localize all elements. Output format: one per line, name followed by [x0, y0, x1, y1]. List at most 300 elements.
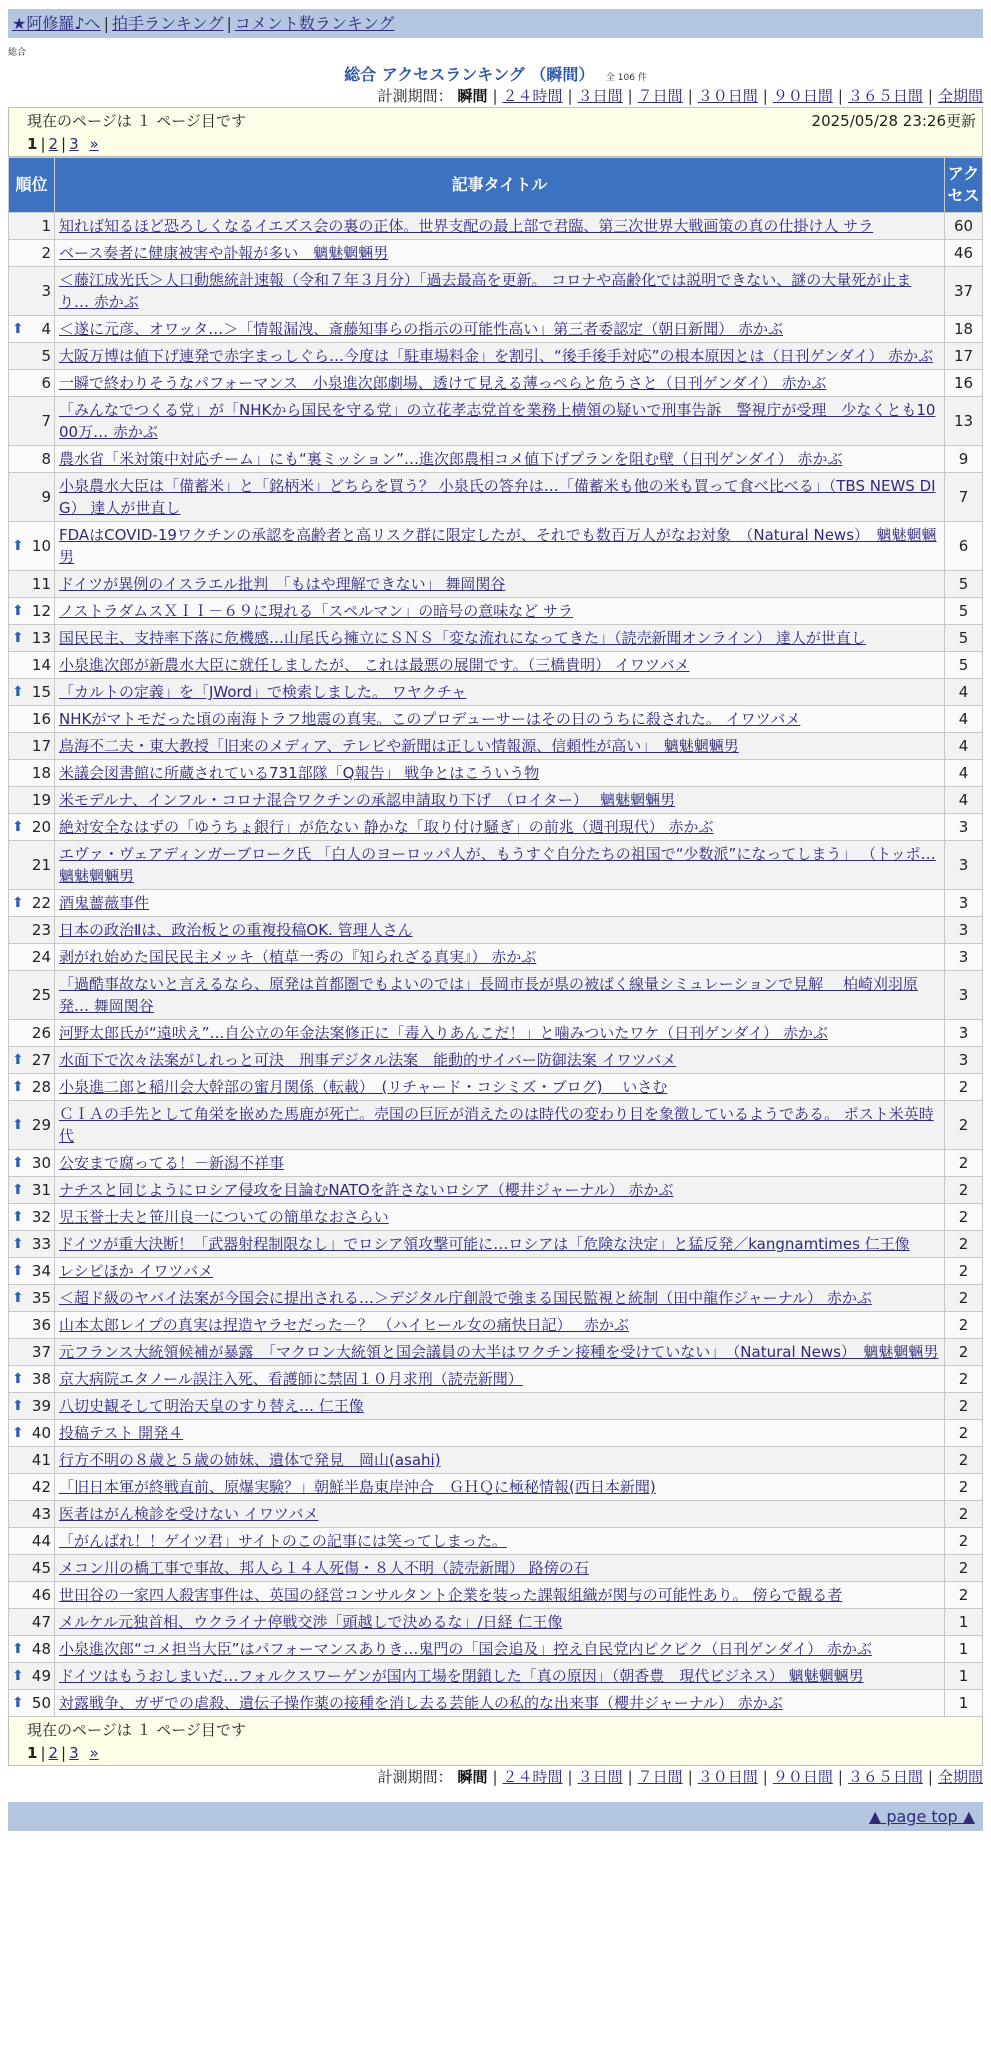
title-cell	[55, 1258, 945, 1285]
rank-cell	[9, 316, 55, 343]
rank-cell	[9, 814, 55, 841]
rank-number: 47	[31, 1613, 51, 1631]
up-arrow-icon: ⬆	[12, 1263, 24, 1279]
article-link[interactable]: 農水省「米対策中対応チーム」にも“裏ミッション”…進次郎農相コメ値下げプランを阻む壁（日刊ゲンダイ） 赤かぶ	[59, 450, 843, 468]
rank-cell	[9, 1150, 55, 1177]
article-link[interactable]: NHKがマトモだった頃の南海トラフ地震の真実。このプロデューサーはその日のうちに殺された。 イワツバメ	[59, 710, 801, 728]
access-count: 13	[945, 397, 983, 446]
rank-number: 4	[41, 320, 51, 338]
title-cell	[55, 1447, 945, 1474]
period-3d[interactable]: ３日間	[577, 87, 623, 105]
rank-cell	[9, 240, 55, 267]
access-count: 18	[945, 316, 983, 343]
title-cell	[55, 944, 945, 971]
rank-number: 33	[31, 1235, 51, 1253]
article-link[interactable]: ドイツが重大決断！「武器射程制限なし」でロシア領攻撃可能に…ロシアは「危険な決定」と猛反発／kangnamtimes 仁王像	[59, 1235, 910, 1253]
period-all[interactable]: 全期間	[937, 87, 983, 105]
rank-cell	[9, 598, 55, 625]
article-link[interactable]: メコン川の橋工事で事故、邦人ら１４人死傷・８人不明（読売新聞） 路傍の石	[59, 1559, 589, 1577]
rank-number: 24	[31, 948, 51, 966]
up-arrow-icon: ⬆	[12, 538, 24, 554]
period-7d[interactable]: ７日間	[637, 87, 683, 105]
rank-cell	[9, 1447, 55, 1474]
rank-cell	[9, 1074, 55, 1101]
article-link[interactable]: 米モデルナ、インフル・コロナ混合ワクチンの承認申請取り下げ （ロイター） 魑魅魍魎男	[59, 791, 676, 809]
rank-number: 45	[31, 1559, 51, 1577]
table-row	[9, 1177, 983, 1204]
rank-cell	[9, 1636, 55, 1663]
article-link[interactable]: 鳥海不二夫・東大教授「旧来のメディア、テレビや新聞は正しい情報源、信頼性が高い」 魑魅魍魎男	[59, 737, 739, 755]
title-cell	[55, 841, 945, 890]
article-link[interactable]: 「カルトの定義」を「JWord」で検索しました。 ワヤクチャ	[59, 683, 467, 701]
article-link[interactable]: 国民民主、支持率下落に危機感…山尾氏ら擁立にＳＮＳ「変な流れになってきた」（読売新聞オンライン） 達人が世直し	[59, 629, 866, 647]
article-link[interactable]: 水面下で次々法案がしれっと可決 刑事デジタル法案 能動的サイバー防御法案 イワツバメ	[59, 1051, 677, 1069]
rank-number: 32	[31, 1208, 51, 1226]
rank-cell	[9, 473, 55, 522]
rank-cell	[9, 1020, 55, 1047]
nav-link-ashura[interactable]: ★阿修羅♪へ	[12, 14, 101, 33]
rank-cell	[9, 1690, 55, 1717]
article-link[interactable]: 「旧日本軍が終戦直前、原爆実験？」朝鮮半島東岸沖合 ＧＨＱに極秘情報(西日本新聞)	[59, 1478, 656, 1496]
page-title: 総合 アクセスランキング （瞬間）	[344, 65, 595, 84]
up-arrow-icon: ⬆	[12, 684, 24, 700]
table-row	[9, 1636, 983, 1663]
table-row	[9, 267, 983, 316]
title-cell	[55, 1312, 945, 1339]
table-row	[9, 316, 983, 343]
title-cell	[55, 1020, 945, 1047]
access-count: 2	[945, 1555, 983, 1582]
pagination-bottom: 現在のページは １ ページ目です 1 | 2 | 3 »	[8, 1717, 983, 1766]
title-cell	[55, 1555, 945, 1582]
title-cell	[55, 890, 945, 917]
page-current-bottom: 1	[27, 1744, 38, 1762]
rank-number: 38	[31, 1370, 51, 1388]
article-link[interactable]: ナチスと同じようにロシア侵攻を目論むNATOを許さないロシア（櫻井ジャーナル） 赤かぶ	[59, 1181, 674, 1199]
title-cell	[55, 787, 945, 814]
table-row	[9, 1582, 983, 1609]
article-link[interactable]: 医者はがん検診を受けない イワツバメ	[59, 1505, 319, 1523]
period-24h-bottom[interactable]: ２４時間	[502, 1768, 563, 1786]
title-cell	[55, 1393, 945, 1420]
title-cell	[55, 1231, 945, 1258]
rank-cell	[9, 1047, 55, 1074]
rank-number: 5	[41, 347, 51, 365]
rank-number: 28	[31, 1078, 51, 1096]
table-row	[9, 571, 983, 598]
rank-number: 43	[31, 1505, 51, 1523]
period-current-bottom: 瞬間	[457, 1768, 488, 1786]
period-365d[interactable]: ３６５日間	[847, 87, 923, 105]
nav-separator: |	[103, 14, 109, 33]
table-row	[9, 397, 983, 446]
up-arrow-icon: ⬆	[12, 1209, 24, 1225]
access-count: 2	[945, 1339, 983, 1366]
access-count: 2	[945, 1204, 983, 1231]
rank-cell	[9, 1366, 55, 1393]
table-row	[9, 1555, 983, 1582]
access-count: 4	[945, 733, 983, 760]
title-cell	[55, 917, 945, 944]
footer-bar	[8, 1802, 983, 1831]
access-count: 2	[945, 1074, 983, 1101]
page-top-link[interactable]: ▲ page top ▲	[868, 1807, 975, 1826]
rank-cell	[9, 1393, 55, 1420]
rank-number: 29	[31, 1116, 51, 1134]
up-arrow-icon: ⬆	[12, 1371, 24, 1387]
table-row	[9, 1258, 983, 1285]
article-link[interactable]: ＜超ド級のヤバイ法案が今国会に提出される…＞デジタル庁創設で強まる国民監視と統制（田中龍作ジャーナル） 赤かぶ	[59, 1289, 872, 1307]
rank-number: 34	[31, 1262, 51, 1280]
table-row	[9, 1501, 983, 1528]
title-cell	[55, 971, 945, 1020]
article-link[interactable]: 酒鬼薔薇事件	[59, 894, 150, 912]
title-cell	[55, 571, 945, 598]
table-row	[9, 971, 983, 1020]
rank-cell	[9, 944, 55, 971]
title-cell	[55, 1528, 945, 1555]
access-count: 3	[945, 890, 983, 917]
rank-cell	[9, 1474, 55, 1501]
rank-number: 48	[31, 1640, 51, 1658]
title-cell	[55, 1366, 945, 1393]
table-row	[9, 787, 983, 814]
page-link-next-bottom[interactable]: »	[89, 1744, 99, 1762]
access-count: 5	[945, 625, 983, 652]
article-link[interactable]: 元フランス大統領候補が暴露 「マクロン大統領と国会議員の大半はワクチン接種を受けていない」 （Natural News） 魑魅魍魎男	[59, 1343, 939, 1361]
article-link[interactable]: 投稿テスト 開発４	[59, 1424, 184, 1442]
rank-number: 16	[31, 710, 51, 728]
period-30d[interactable]: ３０日間	[697, 87, 758, 105]
up-arrow-icon: ⬆	[12, 819, 24, 835]
table-row	[9, 446, 983, 473]
page-link-2[interactable]: 2	[48, 135, 59, 153]
table-row	[9, 1020, 983, 1047]
rank-number: 15	[31, 683, 51, 701]
article-link[interactable]: 小泉進二郎と稲川会大幹部の蜜月関係（転載） (リチャード・コシミズ・ブログ) いさむ	[59, 1078, 668, 1096]
rank-number: 42	[31, 1478, 51, 1496]
rank-number: 7	[41, 412, 51, 430]
access-count: 7	[945, 473, 983, 522]
article-link[interactable]: 河野太郎氏が“遠吠え”…自公立の年金法案修正に「毒入りあんこだ！」と噛みついたワケ（日刊ゲンダイ） 赤かぶ	[59, 1024, 828, 1042]
period-selector-bottom: 計測期間： 瞬間 | ２４時間 | ３日間 | ７日間 | ３０日間 | ９０日間 | ３６５日間 | 全期間	[377, 1768, 983, 1786]
article-link[interactable]: ＜藤江成光氏＞人口動態統計速報（令和７年３月分）「過去最高を更新。 コロナや高齢化では説明できない、謎の大量死が止まり… 赤かぶ	[59, 271, 912, 311]
updated-time: 2025/05/28 23:26更新	[811, 112, 976, 130]
table-row	[9, 1366, 983, 1393]
rank-cell	[9, 760, 55, 787]
nav-link-clap-ranking[interactable]: 拍手ランキング	[111, 14, 224, 33]
table-row	[9, 814, 983, 841]
article-link[interactable]: 「みんなでつくる党」が「NHKから国民を守る党」の立花孝志党首を業務上横領の疑いで刑事告訴 警視庁が受理 少なくとも1000万… 赤かぶ	[59, 401, 936, 441]
rank-cell	[9, 1663, 55, 1690]
pagination-top: 現在のページは １ ページ目です 2025/05/28 23:26更新 1 | 2 | 3 »	[8, 107, 983, 157]
nav-separator: |	[226, 14, 232, 33]
access-count: 17	[945, 343, 983, 370]
article-link[interactable]: エヴァ・ヴェアディンガーブローク氏 「白人のヨーロッパ人が、もうすぐ自分たちの祖国で“少数派”になってしまう」 （トッポ… 魑魅魍魎男	[59, 845, 936, 885]
rank-cell	[9, 1555, 55, 1582]
article-link[interactable]: 小泉進次郎が新農水大臣に就任しましたが、 これは最悪の展開です。（三橋貴明） イワツバメ	[59, 656, 690, 674]
rank-cell	[9, 1285, 55, 1312]
period-3d-bottom[interactable]: ３日間	[577, 1768, 623, 1786]
title-cell	[55, 1047, 945, 1074]
table-row	[9, 1474, 983, 1501]
article-link[interactable]: 「過酷事故ないと言えるなら、原発は首都圏でもよいのでは」長岡市長が県の被ばく線量シミュレーションで見解 柏崎刈羽原発… 舞岡関谷	[59, 975, 918, 1015]
rank-number: 3	[41, 282, 51, 300]
rank-number: 22	[31, 894, 51, 912]
rank-cell	[9, 679, 55, 706]
title-cell	[55, 316, 945, 343]
up-arrow-icon: ⬆	[12, 1052, 24, 1068]
rank-cell	[9, 1420, 55, 1447]
article-link[interactable]: 日本の政治Ⅱは、政治板との重複投稿OK. 管理人さん	[59, 921, 413, 939]
rank-cell	[9, 1258, 55, 1285]
article-link[interactable]: 絶対安全なはずの「ゆうちょ銀行」が危ない 静かな「取り付け騒ぎ」の前兆（週刊現代） 赤かぶ	[59, 818, 714, 836]
period-30d-bottom[interactable]: ３０日間	[697, 1768, 758, 1786]
total-count: 全 106 件	[605, 73, 647, 83]
article-link[interactable]: 児玉誉士夫と笹川良一についての簡単なおさらい	[59, 1208, 389, 1226]
access-count: 2	[945, 1528, 983, 1555]
rank-number: 12	[31, 602, 51, 620]
rank-number: 35	[31, 1289, 51, 1307]
title-cell	[55, 397, 945, 446]
page-current: 1	[27, 135, 38, 153]
up-arrow-icon: ⬆	[12, 1668, 24, 1684]
period-90d[interactable]: ９０日間	[772, 87, 833, 105]
access-count: 3	[945, 1020, 983, 1047]
up-arrow-icon: ⬆	[12, 321, 24, 337]
article-link[interactable]: メルケル元独首相、ウクライナ停戦交渉「頭越しで決めるな」/日経 仁王像	[59, 1613, 563, 1631]
article-link[interactable]: 世田谷の一家四人殺害事件は、英国の経営コンサルタント企業を装った課報組織が関与の可能性あり。 傍らで観る者	[59, 1586, 843, 1604]
page-link-3-bottom[interactable]: 3	[69, 1744, 79, 1762]
access-count: 3	[945, 1047, 983, 1074]
title-cell	[55, 625, 945, 652]
access-count: 2	[945, 1177, 983, 1204]
access-count: 1	[945, 1663, 983, 1690]
access-count: 9	[945, 446, 983, 473]
access-count: 4	[945, 760, 983, 787]
period-90d-bottom[interactable]: ９０日間	[772, 1768, 833, 1786]
rank-number: 19	[31, 791, 51, 809]
period-all-bottom[interactable]: 全期間	[937, 1768, 983, 1786]
rank-cell	[9, 625, 55, 652]
rank-number: 26	[31, 1024, 51, 1042]
rank-cell	[9, 1231, 55, 1258]
article-link[interactable]: FDAはCOVID-19ワクチンの承認を高齢者と高リスク群に限定したが、それでも数百万人がなお対象 （Natural News） 魑魅魍魎男	[59, 526, 937, 566]
nav-link-comment-ranking[interactable]: コメント数ランキング	[234, 14, 395, 33]
rank-cell	[9, 733, 55, 760]
rank-cell	[9, 397, 55, 446]
article-link[interactable]: 小泉進次郎“コメ担当大臣”はパフォーマンスありき…鬼門の「国会追及」控え自民党内ピクピク（日刊ゲンダイ） 赤かぶ	[59, 1640, 872, 1658]
access-count: 2	[945, 1258, 983, 1285]
period-365d-bottom[interactable]: ３６５日間	[847, 1768, 923, 1786]
access-count: 2	[945, 1582, 983, 1609]
up-arrow-icon: ⬆	[12, 1182, 24, 1198]
table-row	[9, 841, 983, 890]
rank-number: 14	[31, 656, 51, 674]
article-link[interactable]: ＜遂に元彦、オワッタ…＞「情報漏洩、斎藤知事らの指示の可能性高い」第三者委認定（朝日新聞） 赤かぶ	[59, 320, 784, 338]
ranking-table	[8, 157, 983, 1717]
title-cell	[55, 814, 945, 841]
page-link-3[interactable]: 3	[69, 135, 79, 153]
table-row	[9, 706, 983, 733]
table-row	[9, 679, 983, 706]
access-count: 2	[945, 1101, 983, 1150]
rank-cell	[9, 1204, 55, 1231]
rank-cell	[9, 1528, 55, 1555]
title-cell	[55, 1690, 945, 1717]
rank-cell	[9, 267, 55, 316]
period-24h[interactable]: ２４時間	[502, 87, 563, 105]
article-link[interactable]: ベース奏者に健康被害や訃報が多い 魑魅魍魎男	[59, 244, 389, 262]
access-count: 5	[945, 571, 983, 598]
page-link-2-bottom[interactable]: 2	[48, 1744, 59, 1762]
access-count: 6	[945, 522, 983, 571]
rank-cell	[9, 1339, 55, 1366]
current-page-text: 現在のページは １ ページ目です	[27, 112, 246, 130]
access-count: 16	[945, 370, 983, 397]
article-link[interactable]: 知れば知るほど恐ろしくなるイエズス会の裏の正体。世界支配の最上部で君臨、第三次世界大戦画策の真の仕掛け人 サラ	[59, 217, 874, 235]
table-row	[9, 598, 983, 625]
table-row	[9, 1150, 983, 1177]
article-link[interactable]: ＣＩＡの手先として角栄を嵌めた馬鹿が死亡。売国の巨匠が消えたのは時代の変わり目を象徴しているようである。 ポスト米英時代	[59, 1105, 934, 1145]
access-count: 2	[945, 1474, 983, 1501]
up-arrow-icon: ⬆	[12, 1155, 24, 1171]
rank-cell	[9, 706, 55, 733]
article-link[interactable]: 対露戦争、ガザでの虐殺、遺伝子操作薬の接種を消し去る芸能人の私的な出来事（櫻井ジャーナル） 赤かぶ	[59, 1694, 783, 1712]
title-cell	[55, 240, 945, 267]
up-arrow-icon: ⬆	[12, 630, 24, 646]
article-link[interactable]: 山本太郎レイプの真実は捏造ヤラセだった－？ （ハイヒール女の痛快日記） 赤かぶ	[59, 1316, 629, 1334]
access-count: 37	[945, 267, 983, 316]
title-cell	[55, 1420, 945, 1447]
article-link[interactable]: 公安まで腐ってる！－新潟不祥事	[59, 1154, 285, 1172]
rank-number: 36	[31, 1316, 51, 1334]
access-count: 2	[945, 1366, 983, 1393]
rank-number: 23	[31, 921, 51, 939]
rank-number: 20	[31, 818, 51, 836]
article-link[interactable]: 小泉農水大臣は「備蓄米」と「銘柄米」どちらを買う？ 小泉氏の答弁は…「備蓄米も他の米も買って食べ比べる」（TBS NEWS DIG） 達人が世直し	[59, 477, 936, 517]
category-label: 総合	[8, 48, 27, 58]
access-count: 2	[945, 1447, 983, 1474]
table-row	[9, 1312, 983, 1339]
article-link[interactable]: 大阪万博は値下げ連発で赤字まっしぐら…今度は「駐車場料金」を割引、“後手後手対応”の根本原因とは（日刊ゲンダイ） 赤かぶ	[59, 347, 934, 365]
access-count: 4	[945, 679, 983, 706]
title-cell	[55, 1101, 945, 1150]
article-link[interactable]: 一瞬で終わりそうなパフォーマンス 小泉進次郎劇場、透けて見える薄っぺらと危うさと（日刊ゲンダイ） 赤かぶ	[59, 374, 827, 392]
rank-cell	[9, 1101, 55, 1150]
title-cell	[55, 1150, 945, 1177]
up-arrow-icon: ⬆	[12, 603, 24, 619]
article-link[interactable]: ドイツが異例のイスラエル批判 「もはや理解できない」 舞岡関谷	[59, 575, 506, 593]
access-count: 2	[945, 1393, 983, 1420]
table-row	[9, 1339, 983, 1366]
rank-number: 49	[31, 1667, 51, 1685]
table-row	[9, 1101, 983, 1150]
table-row	[9, 890, 983, 917]
table-row	[9, 1609, 983, 1636]
table-row	[9, 917, 983, 944]
article-link[interactable]: 八切史観そして明治天皇のすり替え… 仁王像	[59, 1397, 364, 1415]
rank-number: 21	[31, 856, 51, 874]
rank-cell	[9, 1312, 55, 1339]
table-row	[9, 1690, 983, 1717]
rank-number: 25	[31, 986, 51, 1004]
up-arrow-icon: ⬆	[12, 1641, 24, 1657]
table-row	[9, 1204, 983, 1231]
article-link[interactable]: 「がんばれ！！ゲイツ君」サイトのこの記事には笑ってしまった。	[59, 1532, 507, 1550]
up-arrow-icon: ⬆	[12, 1117, 24, 1133]
article-link[interactable]: ドイツはもうおしまいだ…フォルクスワーゲンが国内工場を閉鎖した「真の原因」（朝香豊 現代ビジネス） 魑魅魍魎男	[59, 1667, 864, 1685]
article-link[interactable]: 行方不明の８歳と５歳の姉妹、遺体で発見 岡山(asahi)	[59, 1451, 441, 1469]
title-cell	[55, 1339, 945, 1366]
rank-number: 50	[31, 1694, 51, 1712]
article-link[interactable]: ノストラダムスＸＩＩ－６９に現れる「スペルマン」の暗号の意味など サラ	[59, 602, 574, 620]
page-link-next[interactable]: »	[89, 135, 99, 153]
table-row	[9, 733, 983, 760]
period-7d-bottom[interactable]: ７日間	[637, 1768, 683, 1786]
title-cell	[55, 1501, 945, 1528]
rank-number: 18	[31, 764, 51, 782]
access-count: 5	[945, 652, 983, 679]
table-row	[9, 760, 983, 787]
access-count: 60	[945, 213, 983, 240]
title-cell	[55, 1285, 945, 1312]
up-arrow-icon: ⬆	[12, 1236, 24, 1252]
col-header-title: 記事タイトル	[55, 158, 945, 213]
rank-number: 2	[41, 244, 51, 262]
access-count: 3	[945, 841, 983, 890]
access-count: 2	[945, 1501, 983, 1528]
title-cell	[55, 1074, 945, 1101]
rank-number: 44	[31, 1532, 51, 1550]
title-cell	[55, 343, 945, 370]
rank-number: 37	[31, 1343, 51, 1361]
rank-number: 40	[31, 1424, 51, 1442]
rank-cell	[9, 343, 55, 370]
up-arrow-icon: ⬆	[12, 1425, 24, 1441]
article-link[interactable]: 米議会図書館に所蔵されている731部隊「Q報告」 戦争とはこういう物	[59, 764, 540, 782]
article-link[interactable]: レシピほか イワツバメ	[59, 1262, 214, 1280]
title-cell	[55, 1609, 945, 1636]
table-row	[9, 1528, 983, 1555]
title-cell	[55, 1663, 945, 1690]
up-arrow-icon: ⬆	[12, 1695, 24, 1711]
rank-number: 41	[31, 1451, 51, 1469]
title-cell	[55, 760, 945, 787]
table-row	[9, 370, 983, 397]
title-cell	[55, 370, 945, 397]
up-arrow-icon: ⬆	[12, 1290, 24, 1306]
title-cell	[55, 652, 945, 679]
table-row	[9, 625, 983, 652]
article-link[interactable]: 剥がれ始めた国民民主メッキ（植草一秀の『知られざる真実』） 赤かぶ	[59, 948, 537, 966]
rank-cell	[9, 917, 55, 944]
up-arrow-icon: ⬆	[12, 895, 24, 911]
table-row	[9, 1047, 983, 1074]
rank-cell	[9, 841, 55, 890]
table-row	[9, 944, 983, 971]
table-row	[9, 1663, 983, 1690]
access-count: 1	[945, 1609, 983, 1636]
rank-number: 10	[31, 537, 51, 555]
period-label-bottom: 計測期間：	[377, 1768, 453, 1786]
title-cell	[55, 522, 945, 571]
article-link[interactable]: 京大病院エタノール誤注入死、看護師に禁固１０月求刑（読売新聞）	[59, 1370, 523, 1388]
rank-cell	[9, 787, 55, 814]
table-row	[9, 1393, 983, 1420]
title-cell	[55, 1204, 945, 1231]
title-cell	[55, 213, 945, 240]
